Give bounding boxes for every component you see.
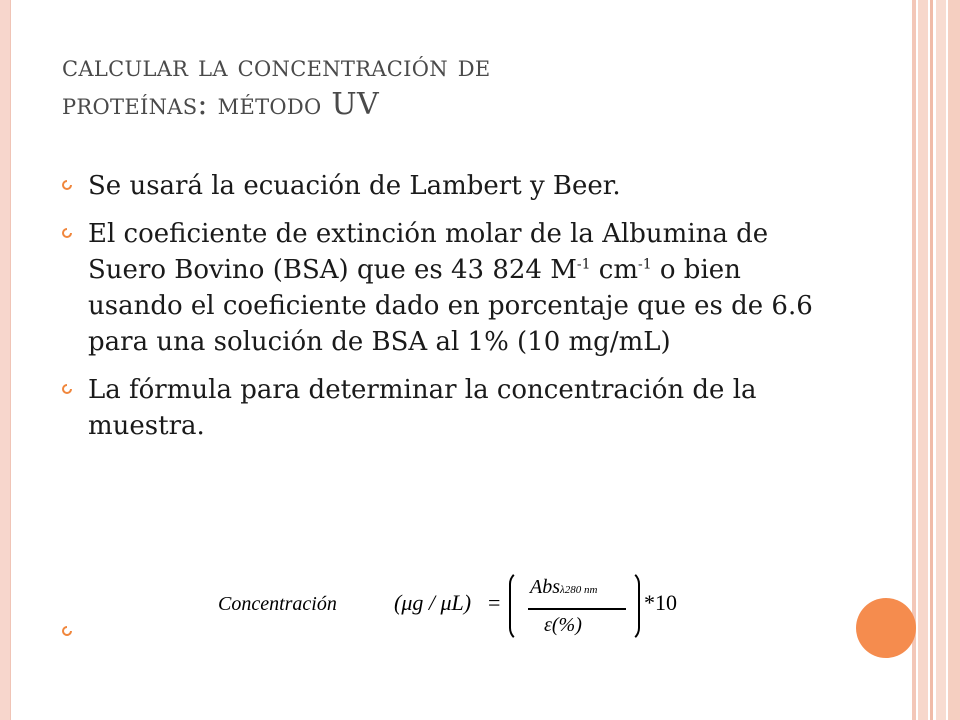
bullet-text-part: El coeficiente de extinción molar de la Albumina de Suero Bovino (BSA) que es 43 824 M — [88, 219, 769, 285]
fraction-bar — [528, 608, 626, 610]
bullet-ring-icon — [62, 180, 72, 190]
title-line-2: proteínas: método UV — [62, 87, 379, 122]
bullet-text: Se usará la ecuación de Lambert y Beer. — [88, 171, 621, 201]
bullet-list — [62, 168, 822, 444]
formula-multiplier: *10 — [644, 590, 677, 615]
bullet-item — [62, 372, 822, 444]
superscript: -1 — [637, 256, 652, 273]
slide-title — [62, 48, 842, 124]
bullet-text-part: o bien usando el coeficiente dado en porcentaje que es de 6.6 para una solución de BSA al 1% (10 mg/mL) — [88, 255, 813, 357]
bullet-ring-icon — [62, 626, 72, 636]
formula-label: Concentración — [218, 593, 337, 615]
bullet-ring-icon — [62, 384, 72, 394]
right-decorative-stripes — [912, 0, 960, 720]
numerator-subscript: λ280 nm — [560, 584, 598, 596]
left-border-stripe — [0, 0, 10, 720]
bullet-item — [62, 168, 822, 204]
bullet-item — [62, 216, 822, 360]
right-parenthesis — [626, 570, 640, 642]
bullet-text: La fórmula para determinar la concentración de la muestra. — [88, 375, 757, 441]
formula-numerator: Absλ280 nm — [530, 576, 598, 598]
title-line-1: calcular la concentración de — [62, 49, 491, 84]
bullet-text-part: cm — [590, 255, 638, 285]
formula-equals: = — [488, 590, 501, 615]
orange-circle-decoration — [856, 598, 916, 658]
bullet-ring-icon — [62, 228, 72, 238]
concentration-formula — [218, 566, 678, 646]
superscript: -1 — [576, 256, 591, 273]
left-parenthesis — [509, 570, 523, 642]
formula-units: (μg / μL) — [394, 590, 472, 615]
formula-denominator: ε(%) — [544, 614, 582, 636]
